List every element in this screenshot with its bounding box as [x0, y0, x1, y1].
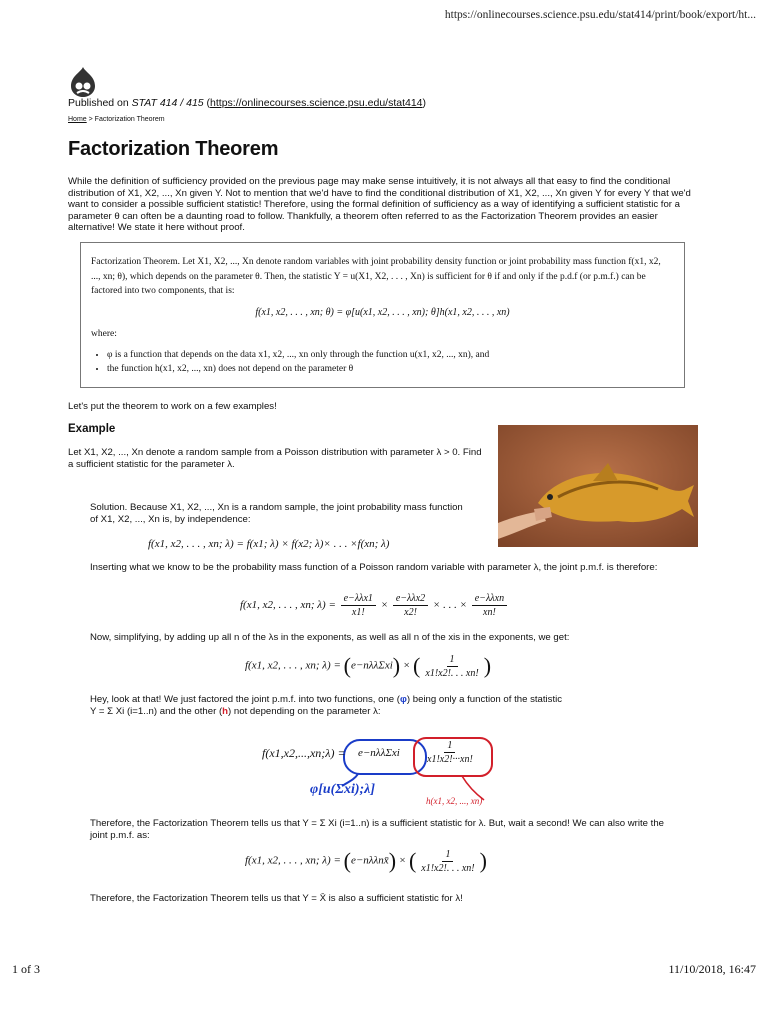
- breadcrumb-current: Factorization Theorem: [94, 116, 165, 123]
- factored-text: Hey, look at that! We just factored the joint p.m.f. into two functions, one (φ) being only a function of the statistic Y = Σ Xi (i=1..n) and the other (h) not depending on the parameter λ:: [90, 694, 563, 717]
- conclusion-1: Therefore, the Factorization Theorem tells us that Y = Σ Xi (i=1..n) is a sufficient statistic for λ. But, wait a second! We can also write the joint p.m.f. as:: [90, 818, 665, 841]
- example-problem: Let X1, X2, ..., Xn denote a random sample from a Poisson distribution with parameter λ > 0. Find a sufficient statistic for the parameter λ.: [68, 447, 482, 470]
- print-url: https://onlinecourses.science.psu.edu/stat414/print/book/export/ht...: [444, 9, 756, 21]
- intro-paragraph: While the definition of sufficiency provided on the previous page may make sense intuitively, it is not always all that easy to find the conditional distribution of X1, X2, ..., Xn given Y. Not to mention that we'd have to find the conditional distribution of X1, X2, ..., Xn given Y for every Y that we'd want to consider a possible sufficient statistic! Therefore, using the formal definition of sufficiency as a way of identifying a sufficient statistic for a parameter θ can often be a daunting road to follow. Thankfully, a theorem often referred to as the Factorization Theorem provides an easier alternative! We state it here without proof.: [68, 176, 691, 233]
- handwritten-factorization: [262, 730, 522, 810]
- handwritten-annotation-marks: [262, 730, 522, 810]
- fish-photo: [498, 425, 698, 547]
- breadcrumb: Home > Factorization Theorem: [68, 116, 165, 123]
- equation-independence: f(x1, x2, . . . , xn; λ) = f(x1; λ) × f(x2; λ)× . . . ×f(xn; λ): [148, 538, 390, 550]
- phi-symbol: φ: [400, 694, 407, 705]
- h-symbol: h: [222, 705, 229, 717]
- example-heading: Example: [68, 423, 116, 435]
- hand-h-label: h(x1, x2, ..., xn): [426, 796, 483, 806]
- solution-text: Solution. Because X1, X2, ..., Xn is a random sample, the joint probability mass function of X1, X2, ..., Xn is, by independence:: [90, 502, 463, 525]
- simplifying-text: Now, simplifying, by adding up all n of the λs in the exponents, as well as all n of the xis in the exponents, we get:: [90, 632, 570, 643]
- lead-in: Let's put the theorem to work on a few examples!: [68, 401, 277, 412]
- equation-xbar: f(x1, x2, . . . , xn; λ) = (e−nλλnx̄) × ( $\frac{1}{x1!x2!. . . xn!}$ ): [245, 848, 487, 874]
- print-datetime: 11/10/2018, 16:47: [668, 962, 756, 976]
- theorem-equation: f(x1, x2, . . . , xn; θ) = φ[u(x1, x2, . . . , xn); θ]h(x1, x2, . . . , xn): [255, 307, 510, 318]
- published-line: Published on STAT 414 / 415 (https://onlinecourses.science.psu.edu/stat414): [68, 97, 427, 109]
- theorem-statement: Factorization Theorem. Let X1, X2, ..., Xn denote random variables with joint probability density function or joint probability mass function f(x1, x2, ..., xn; θ), which depends on the parameter θ. Then, the statistic Y = u(X1, X2, . . . , Xn) is sufficient for θ if and only if the p.d.f (or p.m.f.) can be factored into two components, that is:: [91, 257, 661, 296]
- fraction-term-n: $\frac{\text{e−λλxn}}{xn!}$: [472, 593, 507, 618]
- drupal-logo-icon: [68, 66, 98, 98]
- print-header: [0, 0, 768, 20]
- breadcrumb-home-link[interactable]: Home: [68, 116, 87, 123]
- hand-h-factor: $\frac{1}{x1!x2!\cdot\cdot\cdot xn!}$: [427, 740, 473, 765]
- hand-phi-factor: e−nλλΣxi: [358, 747, 400, 759]
- theorem-where: where:: [91, 329, 117, 339]
- hand-phi-label: φ[u(Σxi);λ]: [310, 782, 376, 797]
- theorem-condition: • the function h(x1, x2, ..., xn) does not depend on the parameter θ: [107, 363, 489, 377]
- fraction-term-1: $\frac{\text{e−λλx1}}{x1!}$: [341, 593, 376, 618]
- fraction-term-2: $\frac{\text{e−λλx2}}{x2!}$: [393, 593, 428, 618]
- site-link[interactable]: https://onlinecourses.science.psu.edu/stat414: [210, 97, 423, 109]
- theorem-conditions: [91, 349, 489, 376]
- theorem-box: [80, 242, 685, 388]
- conclusion-2: Therefore, the Factorization Theorem tells us that Y = X̄ is also a sufficient statistic for λ!: [90, 893, 463, 904]
- theorem-condition: • φ is a function that depends on the data x1, x2, ..., xn only through the function u(x1, x2, ..., xn), and: [107, 349, 489, 363]
- equation-simplified: f(x1, x2, . . . , xn; λ) = (e−nλλΣxi) × ( $\frac{1}{x1!x2!. . . xn!}$ ): [245, 653, 492, 679]
- site-name: STAT 414 / 415: [131, 97, 204, 109]
- page-title: Factorization Theorem: [68, 138, 279, 160]
- equation-poisson-product: f(x1, x2, . . . , xn; λ) = $\frac{\text{e−λλx1}}{x1!}$ × $\frac{\text{e−λλx2}}{x2!}$ × . . . × $\frac{\text{e−λλxn}}{xn!}$: [240, 593, 509, 618]
- page-number: 1 of 3: [12, 962, 40, 976]
- inserting-text: Inserting what we know to be the probability mass function of a Poisson random variable with parameter λ, the joint p.m.f. is therefore:: [90, 562, 658, 573]
- hand-lhs: f(x1,x2,...,xn;λ) =: [262, 746, 346, 760]
